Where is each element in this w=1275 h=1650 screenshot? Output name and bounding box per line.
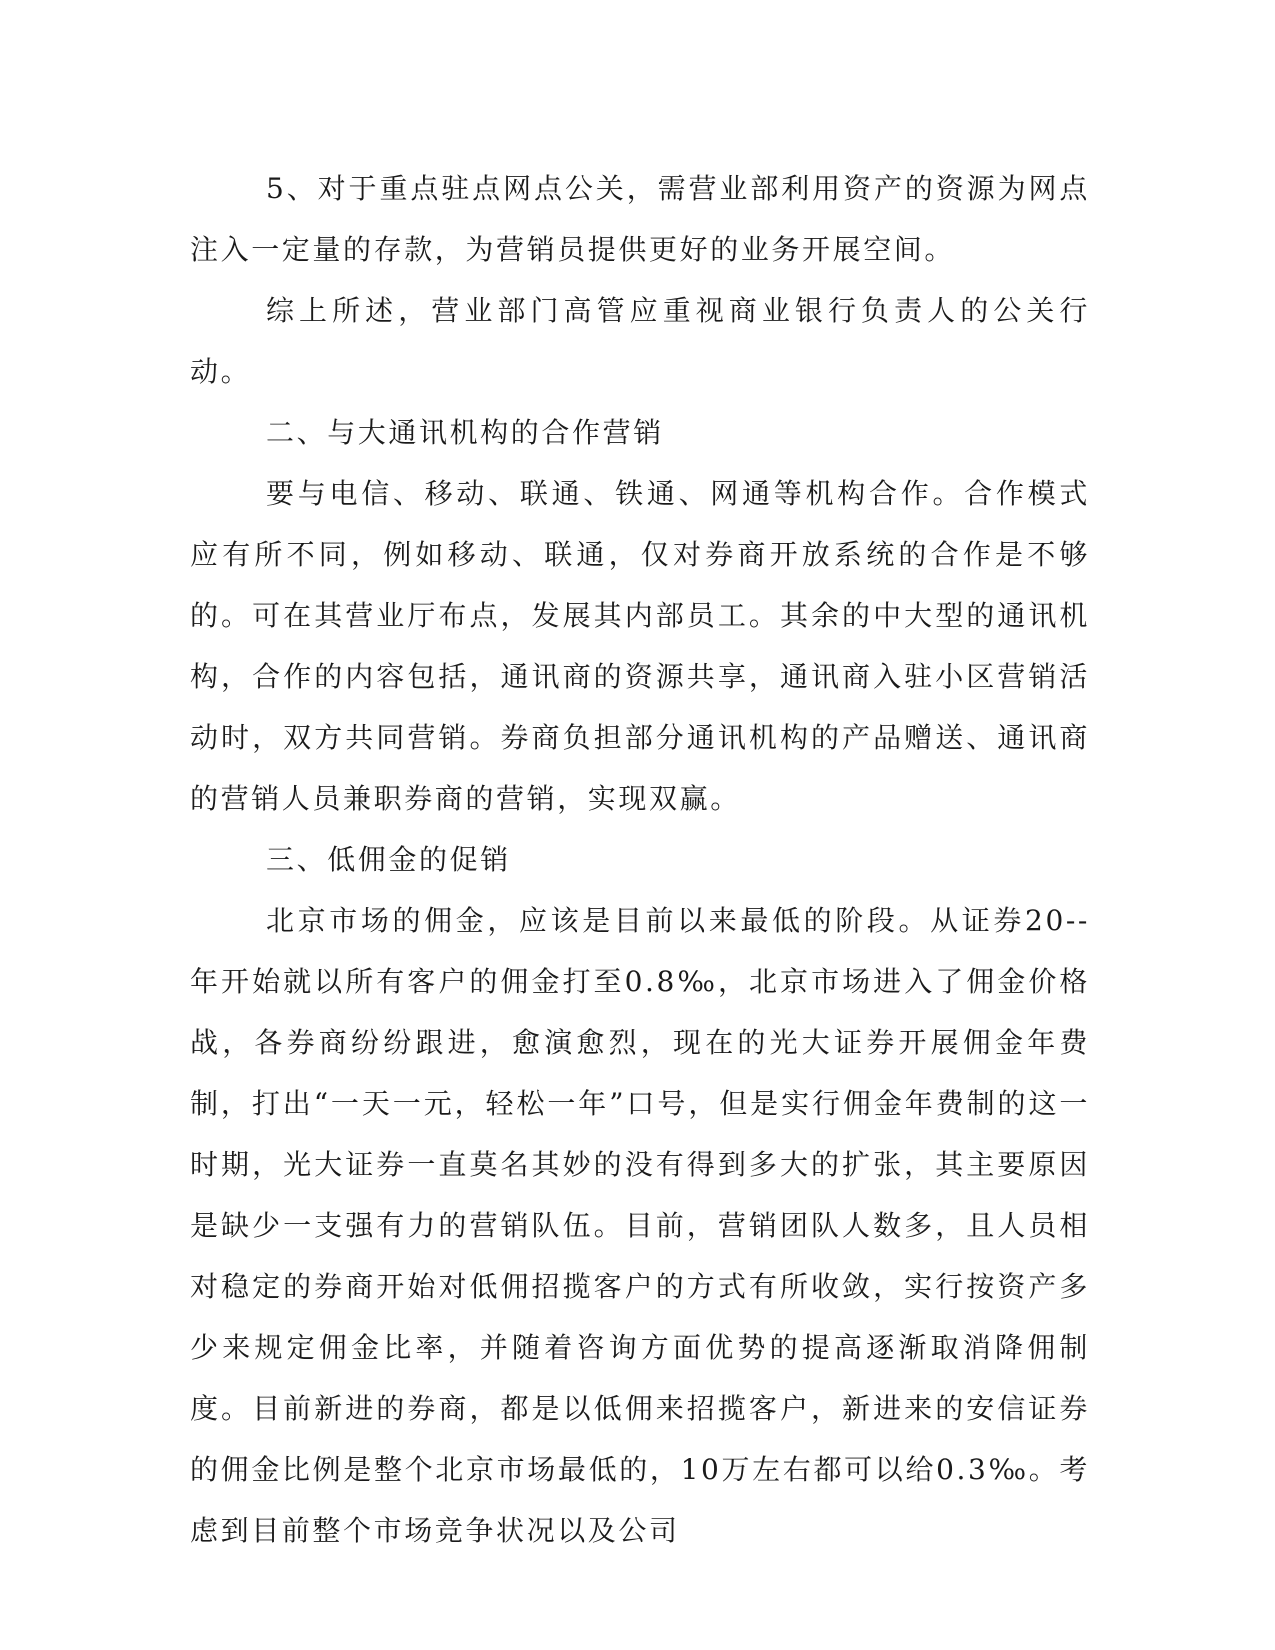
paragraph-low-commission: 北京市场的佣金，应该是目前以来最低的阶段。从证券20--年开始就以所有客户的佣金打至0.8‰，北京市场进入了佣金价格战，各券商纷纷跟进，愈演愈烈，现在的光大证券开展佣金年费制，打出“一天一元，轻松一年”口号，但是实行佣金年费制的这一时期，光大证券一直莫名其妙的没有得到多大的扩张，其主要原因是缺少一支强有力的营销队伍。目前，营销团队人数多，且人员相对稳定的券商开始对低佣招揽客户的方式有所收敛，实行按资产多少来规定佣金比率，并随着咨询方面优势的提高逐渐取消降佣制度。目前新进的券商，都是以低佣来招揽客户，新进来的安信证券的佣金比例是整个北京市场最低的，10万左右都可以给0.3‰。考虑到目前整个市场竞争状况以及公司 — [190, 904, 1090, 1547]
section-heading-2: 二、与大通讯机构的合作营销 — [266, 416, 664, 449]
section-heading-3: 三、低佣金的促销 — [266, 843, 511, 876]
paragraph-summary: 综上所述，营业部门高管应重视商业银行负责人的公关行动。 — [190, 294, 1090, 388]
paragraph-telecom-cooperation: 要与电信、移动、联通、铁通、网通等机构合作。合作模式应有所不同，例如移动、联通，仅对券商开放系统的合作是不够的。可在其营业厅布点，发展其内部员工。其余的中大型的通讯机构，合作的内容包括，通讯商的资源共享，通讯商入驻小区营销活动时，双方共同营销。券商负担部分通讯机构的产品赠送、通讯商的营销人员兼职券商的营销，实现双赢。 — [190, 477, 1090, 815]
paragraph-item-5: 5、对于重点驻点网点公关，需营业部利用资产的资源为网点注入一定量的存款，为营销员提供更好的业务开展空间。 — [190, 172, 1090, 266]
document-body — [190, 158, 1090, 1561]
